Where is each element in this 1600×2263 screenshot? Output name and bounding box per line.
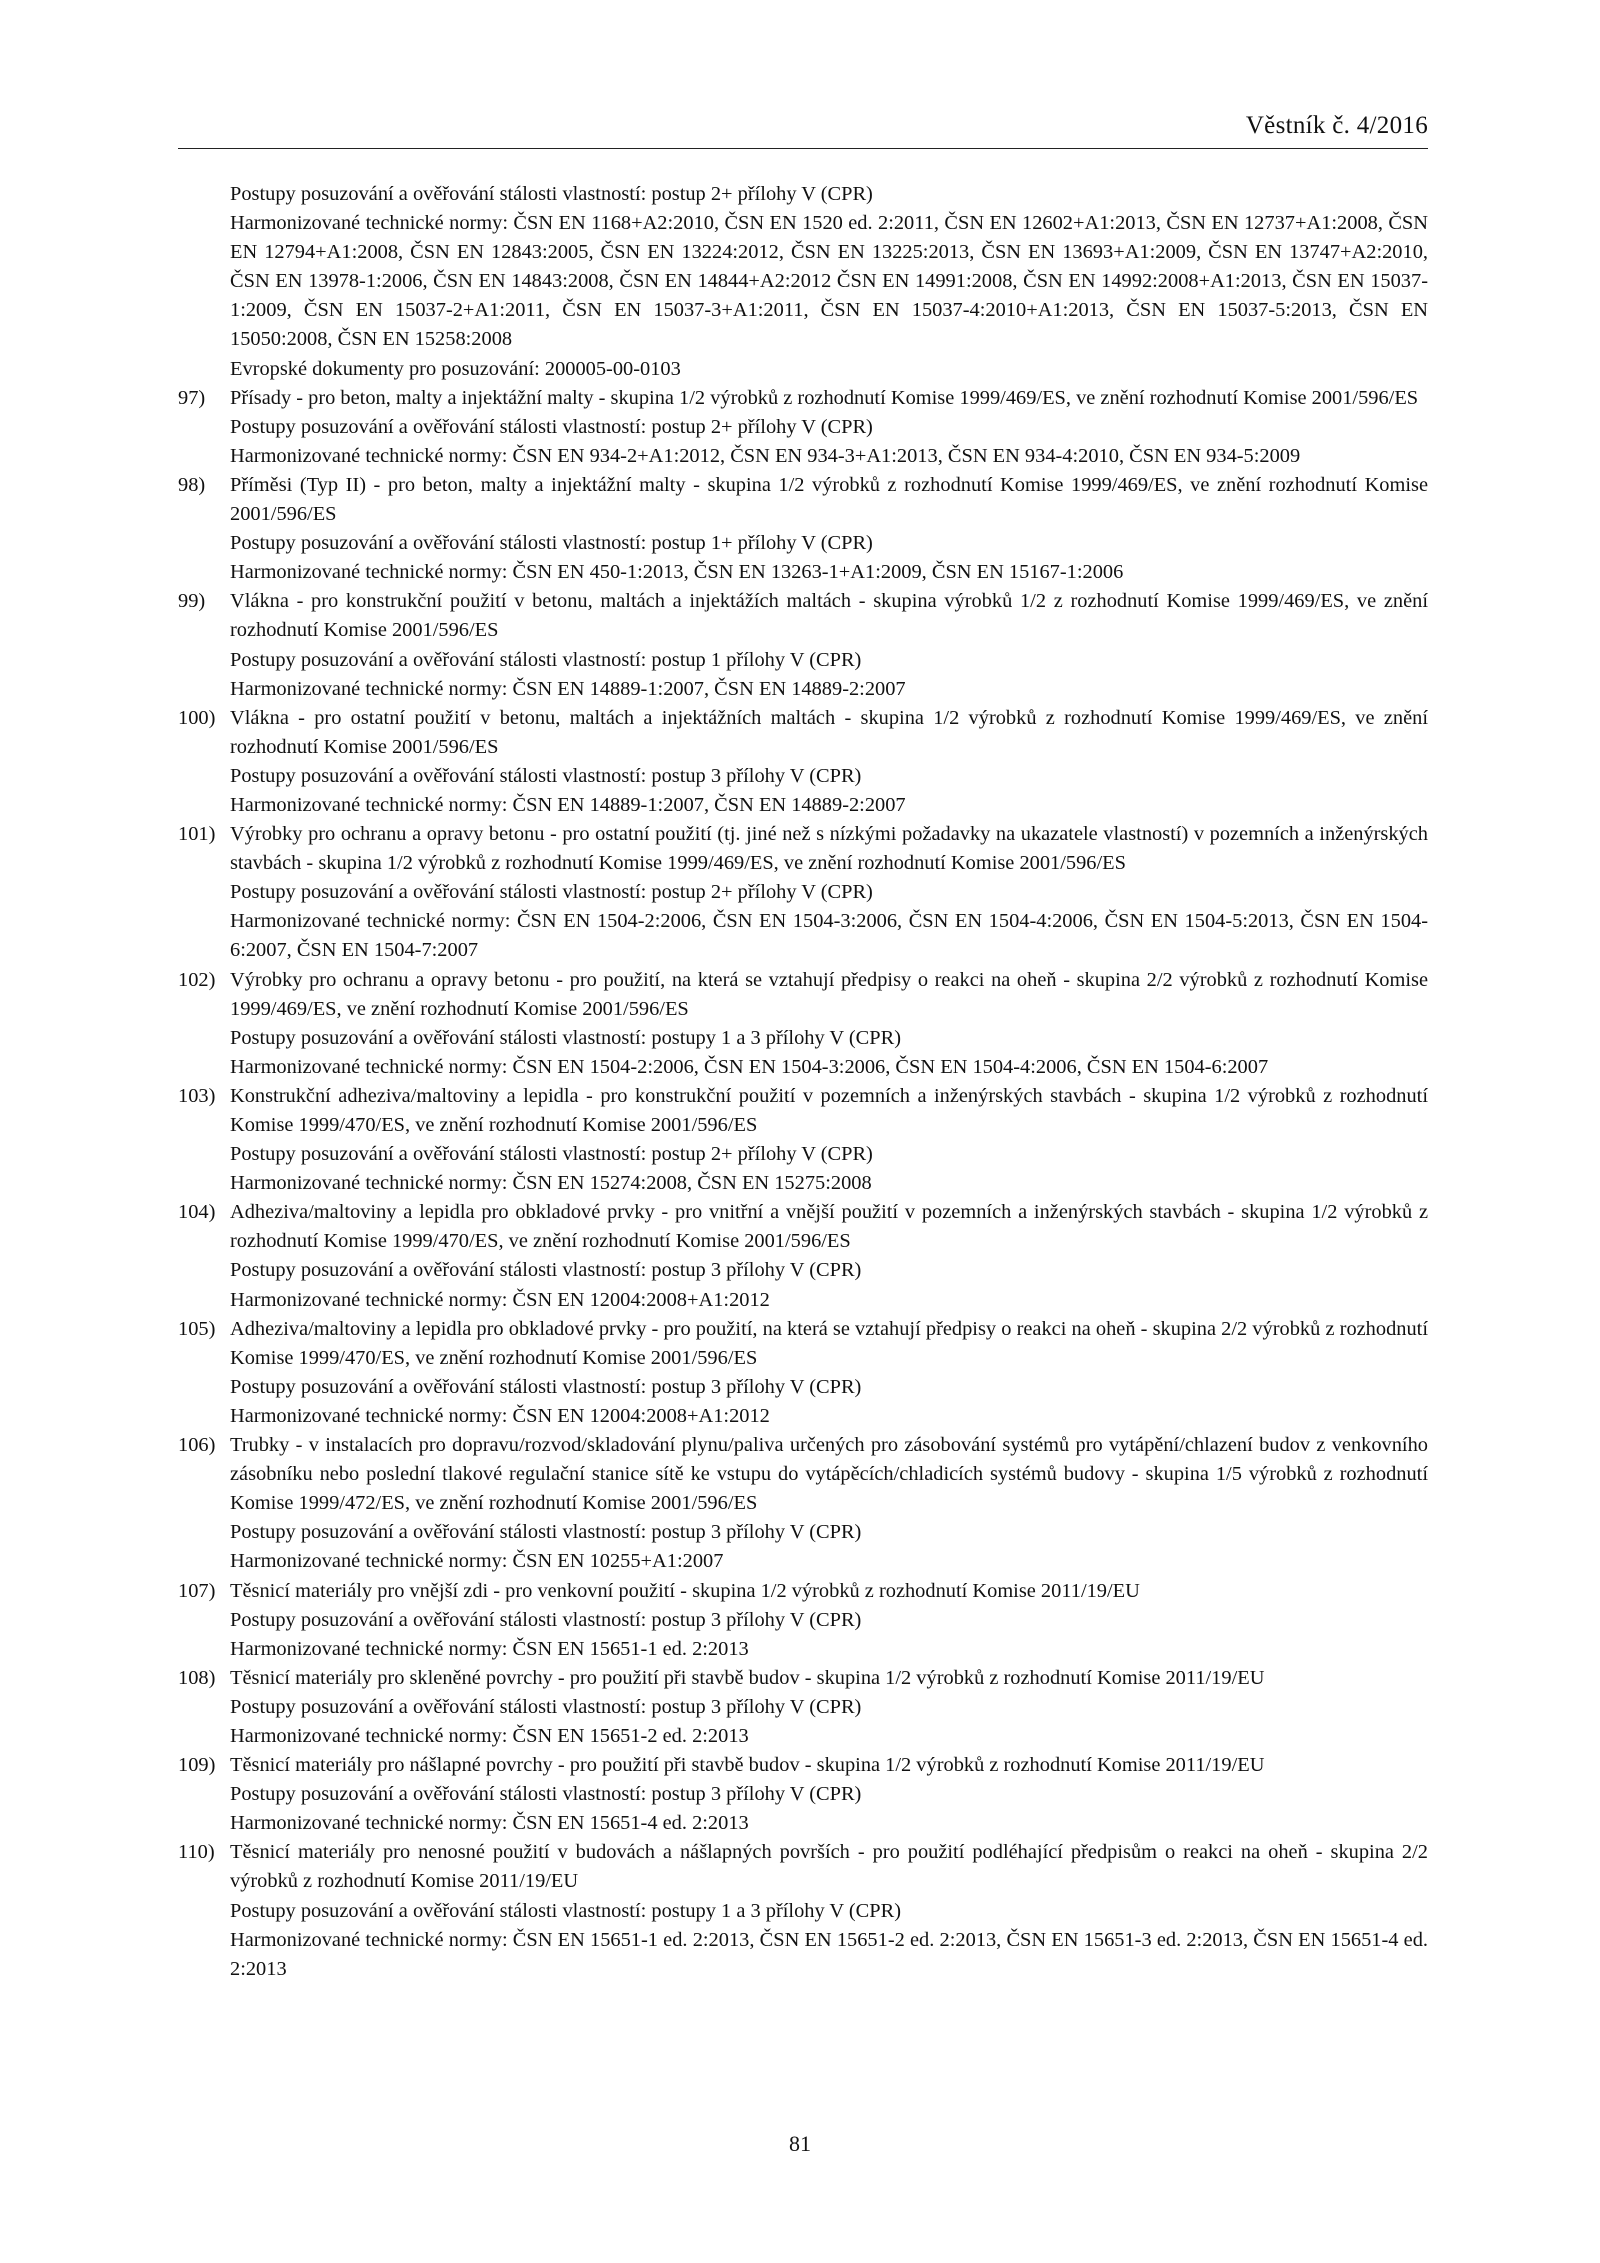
entry-line [178, 791, 1428, 820]
entry-line-text: Harmonizované technické normy: ČSN EN 15651-2 ed. 2:2013 [230, 1724, 749, 1747]
entry-line-text: Postupy posuzování a ověřování stálosti vlastností: postup 2+ přílohy V (CPR) [230, 415, 873, 438]
entry-line-text: Postupy posuzování a ověřování stálosti vlastností: postup 3 přílohy V (CPR) [230, 764, 862, 787]
entry-line [178, 529, 1428, 558]
entry-line [178, 675, 1428, 704]
entry-line-text: Příměsi (Typ II) - pro beton, malty a injektážní malty - skupina 1/2 výrobků z rozhodnutí Komise 1999/469/ES, ve znění rozhodnutí Komise 2001/596/ES [230, 473, 1428, 526]
entry-line-text: Harmonizované technické normy: ČSN EN 15651-1 ed. 2:2013, ČSN EN 15651-2 ed. 2:2013, ČSN EN 15651-3 ed. 2:2013, ČSN EN 15651-4 ed. 2:2013 [230, 1928, 1428, 1980]
entry-number: 106) [178, 1434, 216, 1457]
entry-line-text: Harmonizované technické normy: ČSN EN 15274:2008, ČSN EN 15275:2008 [230, 1172, 872, 1195]
entry-line-text: Postupy posuzování a ověřování stálosti vlastností: postup 2+ přílohy V (CPR) [230, 1143, 873, 1166]
list-item [178, 1315, 1428, 1431]
entry-line [178, 1722, 1428, 1751]
list-item [178, 1664, 1428, 1751]
list-item [178, 384, 1428, 471]
entry-line-text: Výrobky pro ochranu a opravy betonu - pro ostatní použití (tj. jiné než s nízkými požadavky na ukazatele vlastností) v pozemních a inženýrských stavbách - skupina 1/2 výrobků z rozhodnutí Komise 1999/469/ES, ve znění rozhodnutí Komise 2001/596/ES [230, 823, 1428, 875]
entry-line-text: Evropské dokumenty pro posuzování: 200005-00-0103 [230, 357, 681, 380]
entry-line [178, 1780, 1428, 1809]
entry-line-text: Postupy posuzování a ověřování stálosti vlastností: postup 3 přílohy V (CPR) [230, 1521, 862, 1544]
entry-line-text: Postupy posuzování a ověřování stálosti vlastností: postupy 1 a 3 přílohy V (CPR) [230, 1026, 901, 1049]
entry-line [178, 413, 1428, 442]
entry-line [178, 1053, 1428, 1082]
entry-number: 104) [178, 1201, 216, 1224]
entry-line-text: Harmonizované technické normy: ČSN EN 10255+A1:2007 [230, 1550, 724, 1573]
entry-line-text: Těsnicí materiály pro vnější zdi - pro venkovní použití - skupina 1/2 výrobků z rozhodnutí Komise 2011/19/EU [230, 1579, 1140, 1602]
entry-line [178, 878, 1428, 907]
entry-line-text: Harmonizované technické normy: ČSN EN 14889-1:2007, ČSN EN 14889-2:2007 [230, 793, 906, 816]
entry-number: 99) [178, 590, 206, 613]
list-item [178, 1577, 1428, 1664]
entry-line-text: Postupy posuzování a ověřování stálosti vlastností: postup 3 přílohy V (CPR) [230, 1695, 862, 1718]
entry-line [178, 1926, 1428, 1984]
entry-text [178, 471, 1428, 529]
entry-number: 109) [178, 1754, 216, 1777]
entry-line [178, 1402, 1428, 1431]
entry-line-text: Postupy posuzování a ověřování stálosti vlastností: postup 1 přílohy V (CPR) [230, 648, 862, 671]
page-header [178, 112, 1428, 149]
entry-text [178, 704, 1428, 762]
entry-line [178, 1024, 1428, 1053]
entry-line [178, 442, 1428, 471]
entry-number: 102) [178, 968, 216, 991]
entry-number: 98) [178, 473, 206, 496]
entry-line-text: Harmonizované technické normy: ČSN EN 1504-2:2006, ČSN EN 1504-3:2006, ČSN EN 1504-4:2006, ČSN EN 1504-5:2013, ČSN EN 1504-6:2007, ČSN EN 1504-7:2007 [230, 910, 1428, 962]
entry-line-text: Harmonizované technické normy: ČSN EN 450-1:2013, ČSN EN 13263-1+A1:2009, ČSN EN 15167-1:2006 [230, 561, 1124, 584]
entry-line [178, 762, 1428, 791]
entry-line-text: Vlákna - pro konstrukční použití v betonu, maltách a injektážích maltách - skupina výrobků 1/2 z rozhodnutí Komise 1999/469/ES, ve znění rozhodnutí Komise 2001/596/ES [230, 590, 1428, 642]
list-item [178, 1431, 1428, 1576]
entry-line-text: Trubky - v instalacích pro dopravu/rozvod/skladování plynu/paliva určených pro zásobování systémů pro vytápění/chlazení budov z venkovního zásobníku nebo poslední tlakové regulační stanice sítě ke vstupu do vytápěcích/chladicích systémů budovy - skupina 1/5 výrobků z rozhodnutí Komise 1999/472/ES, ve znění rozhodnutí Komise 2001/596/ES [230, 1434, 1428, 1515]
entry-line-text: Těsnicí materiály pro nenosné použití v budovách a nášlapných površích - pro použití podléhající předpisům o reakci na oheň - skupina 2/2 výrobků z rozhodnutí Komise 2011/19/EU [230, 1841, 1428, 1893]
entry-line-text: Postupy posuzování a ověřování stálosti vlastností: postupy 1 a 3 přílohy V (CPR) [230, 1899, 901, 1922]
entry-number: 101) [178, 823, 216, 846]
entry-text [178, 966, 1428, 1024]
entry-line-text: Postupy posuzování a ověřování stálosti vlastností: postup 3 přílohy V (CPR) [230, 1259, 862, 1282]
entry-number: 103) [178, 1084, 216, 1107]
entry-line [178, 1897, 1428, 1926]
entry-text [178, 1431, 1428, 1518]
entry-line [178, 209, 1428, 354]
entry-text [178, 384, 1428, 413]
entry-line [178, 1373, 1428, 1402]
list-item [178, 820, 1428, 965]
entry-line [178, 1635, 1428, 1664]
list-item [178, 1198, 1428, 1314]
entry-line-text: Harmonizované technické normy: ČSN EN 14889-1:2007, ČSN EN 14889-2:2007 [230, 677, 906, 700]
entry-text [178, 1664, 1428, 1693]
entry-text [178, 1198, 1428, 1256]
document-body [178, 180, 1428, 1984]
list-item [178, 587, 1428, 703]
entry-line [178, 646, 1428, 675]
entry-line-text: Harmonizované technické normy: ČSN EN 15651-1 ed. 2:2013 [230, 1637, 749, 1660]
journal-title: Věstník č. 4/2016 [1245, 112, 1428, 139]
entry-line-text: Adheziva/maltoviny a lepidla pro obkladové prvky - pro použití, na která se vztahují předpisy o reakci na oheň - skupina 2/2 výrobků z rozhodnutí Komise 1999/470/ES, ve znění rozhodnutí Komise 2001/596/ES [230, 1317, 1428, 1369]
entry-text [178, 180, 1428, 209]
entry-number: 107) [178, 1579, 216, 1602]
entry-line [178, 355, 1428, 384]
entry-number: 110) [178, 1841, 215, 1864]
entry-number: 108) [178, 1666, 216, 1689]
entry-line-text: Harmonizované technické normy: ČSN EN 12004:2008+A1:2012 [230, 1288, 770, 1311]
entry-line-text: Harmonizované technické normy: ČSN EN 12004:2008+A1:2012 [230, 1404, 770, 1427]
entry-line-text: Těsnicí materiály pro skleněné povrchy - pro použití při stavbě budov - skupina 1/2 výrobků z rozhodnutí Komise 2011/19/EU [230, 1666, 1265, 1689]
entry-line-text: Konstrukční adheziva/maltoviny a lepidla - pro konstrukční použití v pozemních a inženýrských stavbách - skupina 1/2 výrobků z rozhodnutí Komise 1999/470/ES, ve znění rozhodnutí Komise 2001/596/ES [230, 1084, 1428, 1136]
entry-number: 100) [178, 706, 216, 729]
entry-line [178, 1518, 1428, 1547]
entry-line [178, 1140, 1428, 1169]
entry-text [178, 1315, 1428, 1373]
entry-text [178, 820, 1428, 878]
list-item [178, 1751, 1428, 1838]
entry-line-text: Postupy posuzování a ověřování stálosti vlastností: postup 3 přílohy V (CPR) [230, 1783, 862, 1806]
list-item [178, 180, 1428, 384]
entry-line [178, 1169, 1428, 1198]
entry-text [178, 1082, 1428, 1140]
entry-line [178, 907, 1428, 965]
list-item [178, 704, 1428, 820]
entry-line-text: Harmonizované technické normy: ČSN EN 1168+A2:2010, ČSN EN 1520 ed. 2:2011, ČSN EN 12602+A1:2013, ČSN EN 12737+A1:2008, ČSN EN 12794+A1:2008, ČSN EN 12843:2005, ČSN EN 13224:2012, ČSN EN 13225:2013, ČSN EN 13693+A1:2009, ČSN EN 13747+A2:2010, ČSN EN 13978-1:2006, ČSN EN 14843:2008, ČSN EN 14844+A2:2012 ČSN EN 14991:2008, ČSN EN 14992:2008+A1:2013, ČSN EN 15037-1:2009, ČSN EN 15037-2+A1:2011, ČSN EN 15037-3+A1:2011, ČSN EN 15037-4:2010+A1:2013, ČSN EN 15037-5:2013, ČSN EN 15050:2008, ČSN EN 15258:2008 [230, 212, 1428, 351]
list-item [178, 471, 1428, 587]
entry-line-text: Výrobky pro ochranu a opravy betonu - pro použití, na která se vztahují předpisy o reakci na oheň - skupina 2/2 výrobků z rozhodnutí Komise 1999/469/ES, ve znění rozhodnutí Komise 2001/596/ES [230, 968, 1428, 1020]
page-number: 81 [789, 2131, 811, 2156]
entry-line-text: Postupy posuzování a ověřování stálosti vlastností: postup 3 přílohy V (CPR) [230, 1608, 862, 1631]
entry-number: 97) [178, 386, 206, 409]
entry-line-text: Postupy posuzování a ověřování stálosti vlastností: postup 2+ přílohy V (CPR) [230, 881, 873, 904]
entry-text [178, 1751, 1428, 1780]
entry-line-text: Harmonizované technické normy: ČSN EN 1504-2:2006, ČSN EN 1504-3:2006, ČSN EN 1504-4:2006, ČSN EN 1504-6:2007 [230, 1055, 1269, 1078]
entry-line [178, 1256, 1428, 1285]
entry-line-text: Vlákna - pro ostatní použití v betonu, maltách a injektážních maltách - skupina 1/2 výrobků z rozhodnutí Komise 1999/469/ES, ve znění rozhodnutí Komise 2001/596/ES [230, 706, 1428, 758]
entry-number: 105) [178, 1317, 216, 1340]
entry-line-text: Postupy posuzování a ověřování stálosti vlastností: postup 3 přílohy V (CPR) [230, 1375, 862, 1398]
entry-line-text: Postupy posuzování a ověřování stálosti vlastností: postup 2+ přílohy V (CPR) [230, 183, 873, 205]
entry-line-text: Postupy posuzování a ověřování stálosti vlastností: postup 1+ přílohy V (CPR) [230, 532, 873, 555]
list-item [178, 1838, 1428, 1983]
entry-line [178, 1809, 1428, 1838]
entry-line-text: Harmonizované technické normy: ČSN EN 15651-4 ed. 2:2013 [230, 1812, 749, 1835]
entry-line-text: Harmonizované technické normy: ČSN EN 934-2+A1:2012, ČSN EN 934-3+A1:2013, ČSN EN 934-4:2010, ČSN EN 934-5:2009 [230, 444, 1301, 467]
entry-line [178, 1693, 1428, 1722]
entry-line [178, 558, 1428, 587]
entry-text [178, 1838, 1428, 1896]
entry-line [178, 1606, 1428, 1635]
entry-line [178, 1286, 1428, 1315]
entry-line-text: Těsnicí materiály pro nášlapné povrchy - pro použití při stavbě budov - skupina 1/2 výrobků z rozhodnutí Komise 2011/19/EU [230, 1754, 1265, 1777]
list-item [178, 1082, 1428, 1198]
entry-line-text: Adheziva/maltoviny a lepidla pro obkladové prvky - pro vnitřní a vnější použití v pozemních a inženýrských stavbách - skupina 1/2 výrobků z rozhodnutí Komise 1999/470/ES, ve znění rozhodnutí Komise 2001/596/ES [230, 1201, 1428, 1253]
list-item [178, 966, 1428, 1082]
entry-line-text: Přísady - pro beton, malty a injektážní malty - skupina 1/2 výrobků z rozhodnutí Komise 1999/469/ES, ve znění rozhodnutí Komise 2001/596/ES [230, 386, 1419, 409]
entry-line [178, 1547, 1428, 1576]
entry-text [178, 587, 1428, 645]
entry-text [178, 1577, 1428, 1606]
